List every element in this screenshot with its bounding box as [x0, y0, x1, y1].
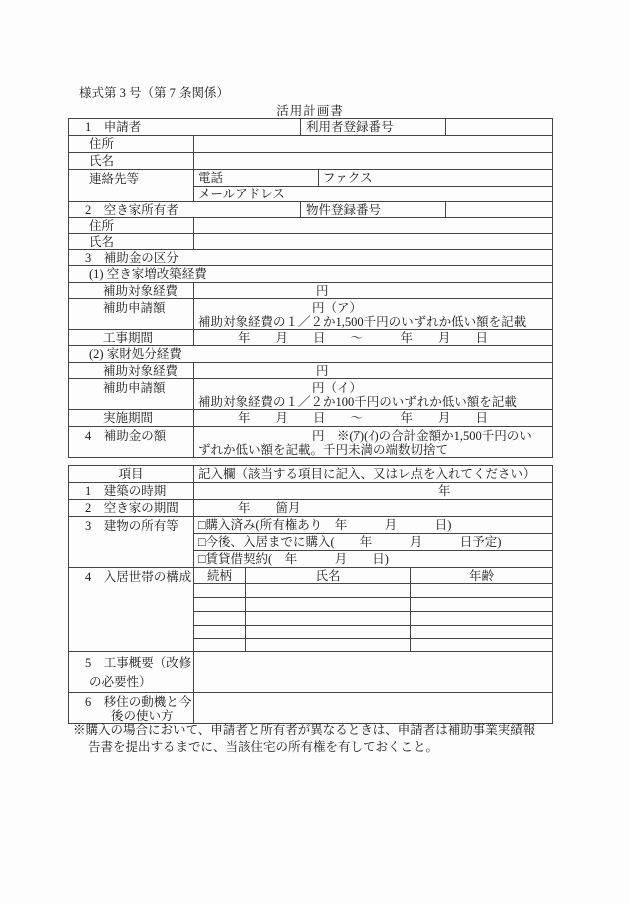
user-registration-number-label: 利用者登録番号 — [301, 119, 446, 136]
motivation-input-cell[interactable] — [194, 693, 553, 724]
name-column-header: 氏名 — [246, 568, 411, 584]
subsidy-total-cell[interactable] — [194, 427, 553, 458]
construction-summary-label-line-2: の必要性） — [89, 675, 152, 689]
form-code: 様式第 3 号（第 7 条関係） — [79, 86, 230, 100]
member-age-cell[interactable] — [411, 639, 553, 652]
ownership-row-label: 3 建物の所有等 — [69, 517, 194, 568]
page-title: 活用計画書 — [276, 104, 344, 118]
motivation-label-line-2: 後の使い方 — [111, 709, 174, 723]
eligible-expense2-amount-cell[interactable]: 円 — [194, 363, 553, 379]
property-registration-number-label: 物件登録番号 — [301, 202, 446, 218]
application-amount-cell[interactable] — [194, 299, 553, 330]
application-amount2-yen: 円（イ） — [312, 381, 363, 395]
applicant-address-input-cell[interactable] — [194, 136, 553, 153]
eligible-expense-amount-cell[interactable]: 円 — [194, 283, 553, 299]
construction-year-input-cell[interactable]: 年 — [194, 483, 553, 500]
contact-label: 連絡先等 — [69, 170, 194, 202]
household-row-label: 4 入居世帯の構成 — [69, 568, 194, 652]
eligible-expense2-label: 補助対象経費 — [69, 363, 194, 379]
applicant-address-label: 住所 — [69, 136, 194, 153]
entry-column-header: 記入欄（該当する項目に記入、又はレ点を入れてください） — [194, 466, 553, 483]
eligible-expense-label: 補助対象経費 — [69, 283, 194, 299]
owner-name-label: 氏名 — [69, 234, 194, 250]
implementation-period-label: 実施期間 — [69, 410, 194, 427]
vacancy-period-row-label: 2 空き家の期間 — [69, 500, 194, 517]
subsidy-category-header-cell: 3 補助金の区分 — [69, 250, 553, 266]
member-relation-cell[interactable] — [194, 612, 246, 626]
applicant-name-input-cell[interactable] — [194, 153, 553, 170]
applicant-section-label: 1 申請者 — [69, 119, 301, 136]
vacancy-period-input-cell[interactable]: 年 箇月 — [194, 500, 553, 517]
implementation-period-date-cell[interactable]: 年 月 日 ～ 年 月 日 — [194, 410, 553, 427]
owner-name-input-cell[interactable] — [194, 234, 553, 250]
construction-period-label: 工事期間 — [69, 330, 194, 346]
construction-period-date-cell[interactable]: 年 月 日 ～ 年 月 日 — [194, 330, 553, 346]
member-age-cell[interactable] — [411, 598, 553, 612]
application-amount-note: 補助対象経費の１／２か1,500千円のいずれか低い額を記載 — [198, 315, 527, 329]
plan-table — [68, 465, 553, 724]
fax-field-cell[interactable]: ファクス — [319, 170, 553, 187]
footnote-line-2: 告書を提出するまでに、当該住宅の所有権を有しておくこと。 — [88, 740, 439, 754]
owner-address-input-cell[interactable] — [194, 218, 553, 234]
motivation-row-label — [69, 693, 194, 724]
application-amount2-label: 補助申請額 — [69, 379, 194, 410]
member-age-cell[interactable] — [411, 584, 553, 598]
subsidy-table — [68, 118, 553, 458]
member-age-cell[interactable] — [411, 612, 553, 626]
item-column-header: 項目 — [69, 466, 194, 483]
relation-column-header: 続柄 — [194, 568, 246, 584]
phone-field-cell[interactable]: 電話 — [194, 170, 319, 187]
member-relation-cell[interactable] — [194, 639, 246, 652]
property-registration-number-input-cell[interactable] — [446, 202, 553, 218]
application-amount2-cell[interactable] — [194, 379, 553, 410]
subsidy-total-label: 4 補助金の額 — [69, 427, 194, 458]
household-disposal-header-cell: (2) 家財処分経費 — [69, 346, 553, 363]
construction-summary-row-label — [69, 652, 194, 693]
renovation-expense-header-cell: (1) 空き家増改築経費 — [69, 266, 553, 283]
subsidy-total-note-2: ずれか低い額を記載。千円未満の端数切捨て — [198, 443, 449, 457]
age-column-header: 年齢 — [411, 568, 553, 584]
checkbox-option-lease[interactable]: □賃貸借契約( 年 月 日) — [194, 551, 553, 568]
application-amount-yen: 円（ア） — [312, 301, 363, 315]
checkbox-option-future-purchase[interactable]: □今後、入居までに購入( 年 月 日予定) — [194, 534, 553, 551]
construction-year-row-label: 1 建築の時期 — [69, 483, 194, 500]
member-name-cell[interactable] — [246, 626, 411, 639]
member-relation-cell[interactable] — [194, 598, 246, 612]
footnote-line-1: ※購入の場合において、申請者と所有者が異なるときは、申請者は補助事業実績報 — [73, 723, 536, 737]
member-age-cell[interactable] — [411, 626, 553, 639]
subsidy-total-note-1: 円 ※(ｱ)(ｲ)の合計金額か1,500千円のい — [312, 429, 532, 443]
application-amount2-note: 補助対象経費の１／２か100千円のいずれか低い額を記載 — [198, 395, 517, 409]
user-registration-number-input-cell[interactable] — [446, 119, 553, 136]
motivation-label-line-1: 6 移住の動機と今 — [85, 695, 192, 709]
member-name-cell[interactable] — [246, 612, 411, 626]
email-field-cell[interactable]: メールアドレス — [194, 187, 553, 202]
member-name-cell[interactable] — [246, 584, 411, 598]
construction-summary-label-line-1: 5 工事概要（改修 — [85, 656, 192, 670]
member-name-cell[interactable] — [246, 639, 411, 652]
application-amount-label: 補助申請額 — [69, 299, 194, 330]
construction-summary-input-cell[interactable] — [194, 652, 553, 693]
checkbox-option-purchased[interactable]: □購入済み(所有権あり 年 月 日) — [194, 517, 553, 534]
member-name-cell[interactable] — [246, 598, 411, 612]
owner-address-label: 住所 — [69, 218, 194, 234]
applicant-name-label: 氏名 — [69, 153, 194, 170]
member-relation-cell[interactable] — [194, 626, 246, 639]
owner-section-label: 2 空き家所有者 — [69, 202, 301, 218]
member-relation-cell[interactable] — [194, 584, 246, 598]
